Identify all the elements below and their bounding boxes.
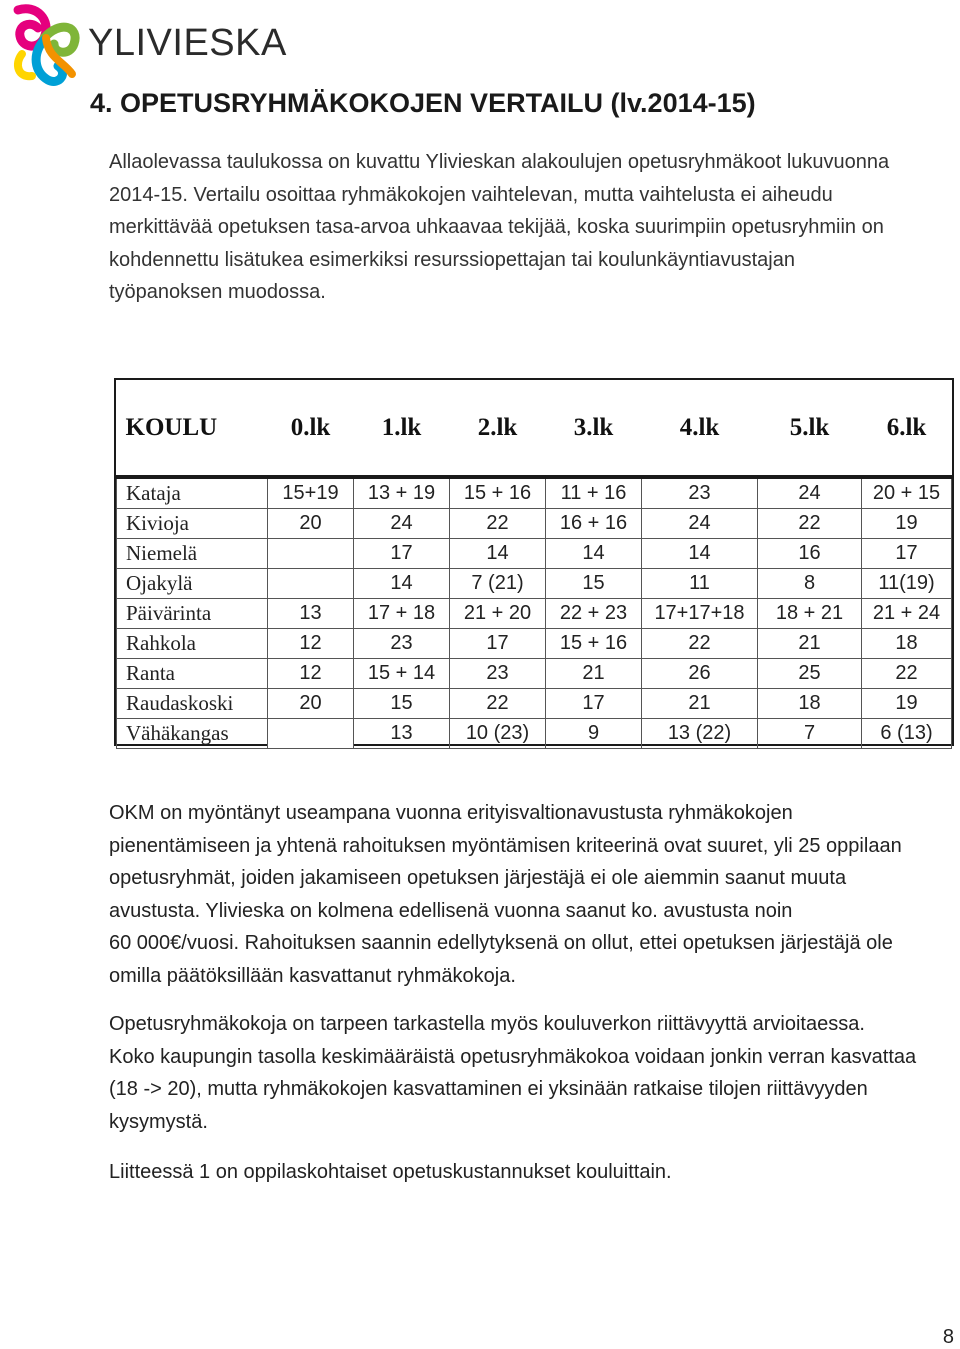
paragraph-line: opetusryhmät, joiden jakamiseen opetuksen järjestäjä ei ole aiemmin saanut muuta [109,867,847,889]
group-size-cell: 14 [642,539,758,569]
group-size-cell: 15 [546,569,642,599]
group-size-cell: 24 [642,509,758,539]
group-size-cell: 21 + 24 [862,599,952,629]
group-size-cell: 22 + 23 [546,599,642,629]
school-name-cell: Niemelä [117,539,268,569]
intro-line: työpanoksen muodossa. [109,281,326,303]
group-size-cell [268,539,354,569]
ylivieska-logo-mark-icon [8,2,86,88]
group-size-cell [268,569,354,599]
table-row [117,599,952,629]
table-row [117,629,952,659]
paragraph-line: Liitteessä 1 on oppilaskohtaiset opetuskustannukset kouluittain. [109,1161,672,1183]
group-size-cell: 6 (13) [862,719,952,749]
group-size-cell: 21 [642,689,758,719]
group-size-cell [268,719,354,749]
group-size-cell: 15 + 16 [450,477,546,509]
school-name-cell: Rahkola [117,629,268,659]
group-size-cell: 13 + 19 [354,477,450,509]
group-size-cell: 22 [450,689,546,719]
header-grade: 3.lk [546,380,642,477]
header-grade: 6.lk [862,380,952,477]
group-size-cell: 22 [862,659,952,689]
group-size-cell: 16 [758,539,862,569]
group-size-cell: 19 [862,509,952,539]
group-size-cell: 7 [758,719,862,749]
paragraph-line: OKM on myöntänyt useampana vuonna erityisvaltionavustusta ryhmäkokojen [109,802,793,824]
school-name-cell: Kataja [117,477,268,509]
group-size-cell: 15 + 14 [354,659,450,689]
group-size-cell: 14 [354,569,450,599]
table-body [117,477,952,749]
group-size-cell: 8 [758,569,862,599]
header-grade: 2.lk [450,380,546,477]
page-number: 8 [942,1326,954,1348]
group-size-cell: 13 (22) [642,719,758,749]
group-size-cell: 22 [758,509,862,539]
group-size-cell: 19 [862,689,952,719]
group-size-cell: 17 + 18 [354,599,450,629]
header-grade: 4.lk [642,380,758,477]
group-size-cell: 20 [268,689,354,719]
paragraph-line: omilla päätöksillään kasvattanut ryhmäkokoja. [109,964,516,987]
appendix-paragraph [109,1156,959,1189]
group-size-cell: 23 [354,629,450,659]
group-size-cell: 13 [354,719,450,749]
table-row [117,509,952,539]
table-row [117,689,952,719]
header-school: KOULU [117,380,268,477]
brand-name: YLIVIESKA [88,22,287,64]
paragraph-line: kysymystä. [109,1110,208,1133]
group-size-cell: 17 [450,629,546,659]
header-grade: 1.lk [354,380,450,477]
table-row [117,719,952,749]
group-size-cell: 18 + 21 [758,599,862,629]
group-size-cell: 23 [450,659,546,689]
group-size-cell: 24 [354,509,450,539]
section-heading: 4. OPETUSRYHMÄKOKOJEN VERTAILU (lv.2014-15) [90,88,756,118]
school-name-cell: Kivioja [117,509,268,539]
group-size-cell: 17 [546,689,642,719]
funding-paragraph [109,797,959,992]
group-size-table-frame [114,378,954,746]
school-name-cell: Raudaskoski [117,689,268,719]
group-size-cell: 11(19) [862,569,952,599]
group-size-cell: 22 [450,509,546,539]
group-size-cell: 22 [642,629,758,659]
group-size-cell: 15+19 [268,477,354,509]
school-network-paragraph [109,1008,959,1138]
group-size-cell: 24 [758,477,862,509]
group-size-cell: 7 (21) [450,569,546,599]
paragraph-line: Koko kaupungin tasolla keskimääräistä opetusryhmäkokoa voidaan jonkin verran kasvattaa [109,1045,917,1068]
paragraph-line: avustusta. Ylivieska on kolmena edellisenä vuonna saanut ko. avustusta noin [109,899,793,922]
table-header-row [117,380,952,477]
group-size-cell: 21 [546,659,642,689]
school-name-cell: Vähäkangas [117,719,268,749]
paragraph-line: pienentämiseen ja yhtenä rahoituksen myöntämisen kriteerinä ovat suuret, yli 25 oppilaan [109,834,902,857]
group-size-table [116,380,952,749]
table-row [117,569,952,599]
group-size-cell: 16 + 16 [546,509,642,539]
school-name-cell: Ojakylä [117,569,268,599]
group-size-cell: 21 + 20 [450,599,546,629]
table-row [117,539,952,569]
intro-line: merkittävää opetuksen tasa-arvoa uhkaavaa tekijää, koska suurimpiin opetusryhmiin on [109,216,884,238]
school-name-cell: Ranta [117,659,268,689]
intro-line: 2014-15. Vertailu osoittaa ryhmäkokojen vaihtelevan, mutta vaihtelusta ei aiheudu [109,183,833,206]
group-size-cell: 23 [642,477,758,509]
intro-line: Allaolevassa taulukossa on kuvattu Ylivieskan alakoulujen opetusryhmäkoot lukuvuonna [109,151,890,173]
paragraph-line: Opetusryhmäkokoja on tarpeen tarkastella myös kouluverkon riittävyyttä arvioitaessa. [109,1013,865,1035]
group-size-cell: 9 [546,719,642,749]
group-size-cell: 10 (23) [450,719,546,749]
group-size-cell: 12 [268,659,354,689]
paragraph-line: 60 000€/vuosi. Rahoituksen saannin edellytyksenä on ollut, ettei opetuksen järjestäjä ole [109,932,893,954]
group-size-cell: 20 [268,509,354,539]
group-size-cell: 14 [546,539,642,569]
paragraph-line: (18 -> 20), mutta ryhmäkokojen kasvattaminen ei yksinään ratkaise tilojen riittävyyden [109,1078,868,1100]
table-row [117,659,952,689]
group-size-cell: 15 [354,689,450,719]
group-size-cell: 11 + 16 [546,477,642,509]
group-size-cell: 26 [642,659,758,689]
school-name-cell: Päivärinta [117,599,268,629]
group-size-cell: 14 [450,539,546,569]
group-size-cell: 18 [758,689,862,719]
header-grade: 0.lk [268,380,354,477]
group-size-cell: 25 [758,659,862,689]
group-size-cell: 17 [354,539,450,569]
group-size-cell: 18 [862,629,952,659]
group-size-cell: 21 [758,629,862,659]
table-row [117,477,952,509]
group-size-cell: 15 + 16 [546,629,642,659]
header-grade: 5.lk [758,380,862,477]
group-size-cell: 12 [268,629,354,659]
ylivieska-logo [8,2,86,88]
group-size-cell: 13 [268,599,354,629]
group-size-cell: 11 [642,569,758,599]
group-size-cell: 17 [862,539,952,569]
intro-line: kohdennettu lisätukea esimerkiksi resurssiopettajan tai koulunkäyntiavustajan [109,248,795,271]
intro-paragraph [109,146,939,309]
group-size-cell: 17+17+18 [642,599,758,629]
group-size-cell: 20 + 15 [862,477,952,509]
